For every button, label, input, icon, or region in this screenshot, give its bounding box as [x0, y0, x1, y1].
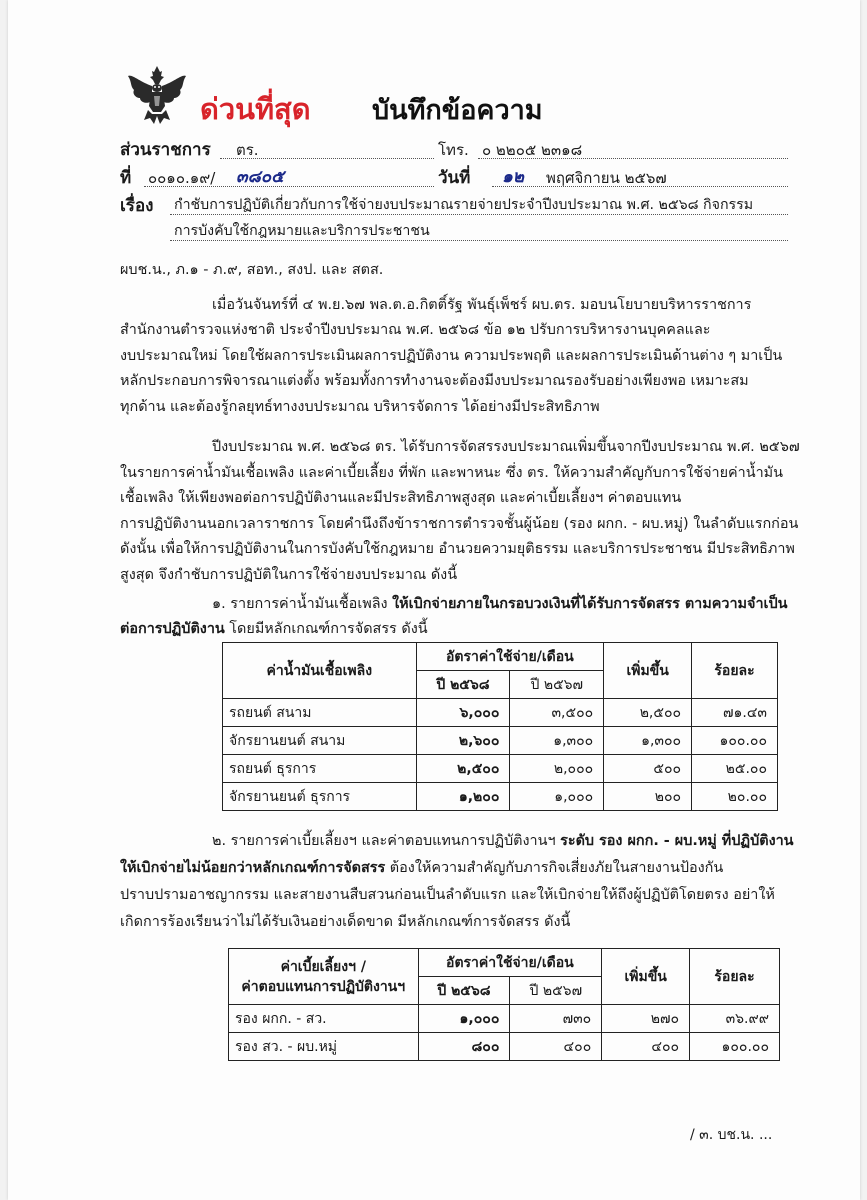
fuel-col-increase: เพิ่มขึ้น: [604, 643, 692, 699]
urgent-stamp: ด่วนที่สุด: [200, 92, 311, 126]
fuel-row-percent: ๑๐๐.๐๐: [692, 727, 778, 755]
subject-dotline-2: [170, 240, 788, 241]
allowance-col-increase: เพิ่มขึ้น: [602, 949, 690, 1005]
table-row: [229, 1033, 780, 1061]
phone-value: ๐ ๒๒๐๕ ๒๓๑๘: [482, 141, 583, 159]
allowance-row-item: รอง สว. - ผบ.หมู่: [229, 1033, 419, 1061]
para2-line-1: ปีงบประมาณ พ.ศ. ๒๕๖๘ ตร. ได้รับการจัดสรรงบประมาณเพิ่มขึ้นจากปีงบประมาณ พ.ศ. ๒๕๖๗: [212, 439, 800, 455]
para1-line-3: งบประมาณใหม่ โดยใช้ผลการประเมินผลการปฏิบัติงาน ความประพฤติ และผลการประเมินด้านต่าง ๆ มาเป็น: [120, 348, 783, 364]
para2-line-3: เชื้อเพลิง ให้เพียงพอต่อการปฏิบัติงานและมีประสิทธิภาพสูงสุด และค่าเบี้ยเลี้ยงฯ ค่าตอบแทน: [120, 490, 682, 506]
allowance-col-y67: ปี ๒๕๖๗: [510, 977, 602, 1005]
allowance-row-increase: ๔๐๐: [602, 1033, 690, 1061]
allowance-col-percent: ร้อยละ: [690, 949, 780, 1005]
date-value: พฤศจิกายน ๒๕๖๗: [546, 169, 667, 187]
fuel-row-percent: ๒๐.๐๐: [692, 783, 778, 811]
fuel-table-header-row-1: [223, 643, 778, 671]
fuel-row-y68: ๑,๒๐๐: [416, 783, 510, 811]
fuel-col-percent: ร้อยละ: [692, 643, 778, 699]
item2-line-1-normal: ๒. รายการค่าเบี้ยเลี้ยงฯ และค่าตอบแทนการปฏิบัติงานฯ: [212, 833, 561, 849]
date-dotline: [492, 186, 788, 187]
allowance-col-item: [229, 949, 419, 1005]
item1-line-1-bold: ให้เบิกจ่ายภายในกรอบวงเงินที่ได้รับการจัดสรร ตามความจำเป็น: [392, 596, 788, 612]
item1-line-2-bold: ต่อการปฏิบัติงาน: [120, 621, 225, 637]
item1-line-2: [120, 617, 428, 643]
allowance-col-y68: ปี ๒๕๖๘: [418, 977, 510, 1005]
para1-line-1: เมื่อวันจันทร์ที่ ๔ พ.ย.๖๗ พล.ต.อ.กิตติ์รัฐ พันธุ์เพ็ชร์ ผบ.ตร. มอบนโยบายบริหารราชการ: [212, 297, 752, 313]
allowance-row-percent: ๑๐๐.๐๐: [690, 1033, 780, 1061]
subject-label: เรื่อง: [120, 196, 154, 216]
ref-label: ที่: [120, 168, 132, 188]
fuel-row-item: จักรยานยนต์ ธุรการ: [223, 783, 417, 811]
fuel-row-y67: ๑,๓๐๐: [510, 727, 604, 755]
fuel-row-percent: ๒๕.๐๐: [692, 755, 778, 783]
item2-line-2-bold: ให้เบิกจ่ายไม่น้อยกว่าหลักเกณฑ์การจัดสรร: [120, 860, 386, 876]
table-row: [223, 755, 778, 783]
subject-line-1: กำชับการปฏิบัติเกี่ยวกับการใช้จ่ายงบประมาณรายจ่ายประจำปีงบประมาณ พ.ศ. ๒๕๖๘ กิจกรรม: [174, 197, 754, 213]
fuel-row-y68: ๒,๖๐๐: [416, 727, 510, 755]
para2-line-4: การปฏิบัติงานนอกเวลาราชการ โดยคำนึงถึงข้าราชการตำรวจชั้นผู้น้อย (รอง ผกก. - ผบ.หมู่) ในลำดับแรกก่อน: [120, 516, 799, 532]
table-row: [223, 699, 778, 727]
date-label: วันที่: [438, 168, 471, 188]
continuation-footer: / ๓. บช.น. ...: [690, 1127, 773, 1143]
allowance-row-increase: ๒๗๐: [602, 1005, 690, 1033]
allowance-row-y68: ๑,๐๐๐: [418, 1005, 510, 1033]
subject-dotline-1: [170, 214, 788, 215]
garuda-emblem-icon: [126, 62, 188, 126]
para2-line-5: ดังนั้น เพื่อให้การปฏิบัติงานในการบังคับใช้กฎหมาย อำนวยความยุติธรรม และบริการประชาชน มีประสิทธิภาพ: [120, 541, 795, 557]
allowance-table-header-row-1: [229, 949, 780, 977]
allowance-row-y68: ๘๐๐: [418, 1033, 510, 1061]
table-row: [223, 783, 778, 811]
agency-label: ส่วนราชการ: [120, 140, 211, 160]
fuel-col-item: ค่าน้ำมันเชื้อเพลิง: [223, 643, 417, 699]
date-handwritten: ๑๒: [502, 167, 524, 187]
phone-label: โทร.: [438, 141, 469, 159]
fuel-row-item: รถยนต์ ธุรการ: [223, 755, 417, 783]
fuel-col-rate: อัตราค่าใช้จ่าย/เดือน: [416, 643, 604, 671]
agency-dotline: [220, 158, 434, 159]
fuel-row-y68: ๖,๐๐๐: [416, 699, 510, 727]
item2-line-4: เกิดการร้องเรียนว่าไม่ได้รับเงินอย่างเด็ดขาด มีหลักเกณฑ์การจัดสรร ดังนี้: [120, 914, 571, 930]
fuel-row-increase: ๑,๓๐๐: [604, 727, 692, 755]
fuel-row-item: รถยนต์ สนาม: [223, 699, 417, 727]
allowance-table: [228, 948, 780, 1061]
allowance-col-item-line-1: ค่าเบี้ยเลี้ยงฯ /: [280, 958, 366, 975]
item2-line-2: [120, 856, 723, 882]
subject-line-2: การบังคับใช้กฎหมายและบริการประชาชน: [174, 223, 430, 239]
ref-value: ๐๐๑๐.๑๙/: [148, 169, 216, 187]
fuel-row-item: จักรยานยนต์ สนาม: [223, 727, 417, 755]
fuel-row-increase: ๕๐๐: [604, 755, 692, 783]
item2-line-3: ปราบปรามอาชญากรรม และสายงานสืบสวนก่อนเป็นลำดับแรก และให้เบิกจ่ายให้ถึงผู้ปฏิบัติโดยตรง อย่าให้: [120, 887, 775, 903]
table-row: [229, 1005, 780, 1033]
agency-value: ตร.: [236, 141, 259, 159]
para1-line-5: ทุกด้าน และต้องรู้กลยุทธ์ทางงบประมาณ บริหารจัดการ ได้อย่างมีประสิทธิภาพ: [120, 399, 600, 415]
fuel-col-y68: ปี ๒๕๖๘: [416, 671, 510, 699]
recipients: ผบช.น., ภ.๑ - ภ.๙, สอท., สงป. และ สตส.: [120, 262, 384, 278]
fuel-col-y67: ปี ๒๕๖๗: [510, 671, 604, 699]
memo-title: บันทึกข้อความ: [372, 95, 543, 126]
item1-line-1-normal: ๑. รายการค่าน้ำมันเชื้อเพลิง: [212, 596, 393, 612]
fuel-row-increase: ๒,๕๐๐: [604, 699, 692, 727]
ref-handwritten: ๓๘๐๕: [236, 167, 284, 187]
allowance-col-rate: อัตราค่าใช้จ่าย/เดือน: [418, 949, 602, 977]
para2-line-2: ในรายการค่าน้ำมันเชื้อเพลิง และค่าเบี้ยเลี้ยง ที่พัก และพาหนะ ซึ่ง ตร. ให้ความสำคัญกับการใช้จ่ายค่าน้ำมัน: [120, 465, 783, 481]
allowance-row-item: รอง ผกก. - สว.: [229, 1005, 419, 1033]
fuel-row-percent: ๗๑.๔๓: [692, 699, 778, 727]
allowance-col-item-line-2: ค่าตอบแทนการปฏิบัติงานฯ: [241, 978, 406, 995]
fuel-row-y67: ๓,๕๐๐: [510, 699, 604, 727]
fuel-row-y68: ๒,๕๐๐: [416, 755, 510, 783]
allowance-row-y67: ๔๐๐: [510, 1033, 602, 1061]
memo-page: [8, 0, 860, 1200]
allowance-row-percent: ๓๖.๙๙: [690, 1005, 780, 1033]
fuel-row-increase: ๒๐๐: [604, 783, 692, 811]
item2-line-2-normal: ต้องให้ความสำคัญกับภารกิจเสี่ยงภัยในสายงานป้องกัน: [385, 860, 724, 876]
para2-line-6: สูงสุด จึงกำชับการปฏิบัติในการใช้จ่ายงบประมาณ ดังนี้: [120, 567, 458, 583]
table-row: [223, 727, 778, 755]
allowance-row-y67: ๗๓๐: [510, 1005, 602, 1033]
ref-dotline: [144, 186, 434, 187]
item2-line-1-bold: ระดับ รอง ผกก. - ผบ.หมู่ ที่ปฏิบัติงาน: [560, 833, 794, 849]
item2-line-1: [212, 829, 794, 855]
para1-line-4: หลักประกอบการพิจารณาแต่งตั้ง พร้อมทั้งการทำงานจะต้องมีงบประมาณรองรับอย่างเพียงพอ เหมาะสม: [120, 373, 749, 389]
item1-line-2-normal: โดยมีหลักเกณฑ์การจัดสรร ดังนี้: [224, 621, 428, 637]
fuel-row-y67: ๑,๐๐๐: [510, 783, 604, 811]
phone-dotline: [478, 158, 788, 159]
para1-line-2: สำนักงานตำรวจแห่งชาติ ประจำปีงบประมาณ พ.ศ. ๒๕๖๘ ข้อ ๑๒ ปรับการบริหารงานบุคคลและ: [120, 322, 711, 338]
fuel-table: [222, 642, 778, 811]
fuel-row-y67: ๒,๐๐๐: [510, 755, 604, 783]
item1-line-1: [212, 592, 787, 618]
